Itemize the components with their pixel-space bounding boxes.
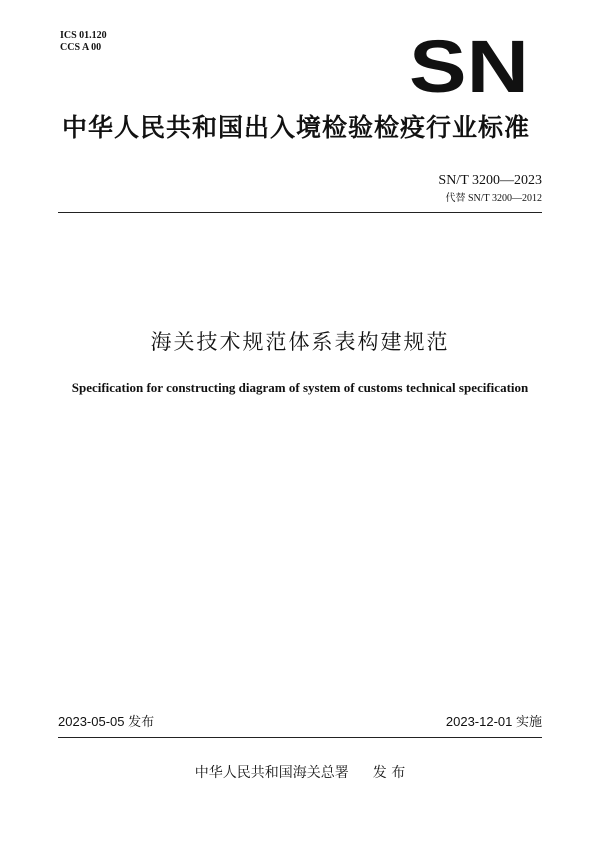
sn-logo-text: SN (409, 36, 529, 96)
issue-date: 2023-05-05 发布 (58, 714, 155, 729)
standard-title-english: Specification for constructing diagram of system of customs technical specification (71, 380, 529, 395)
publish-label: 发 布 (372, 765, 406, 781)
ccs-code: CCS A 00 (60, 42, 102, 53)
standard-category-title: 中华人民共和国出入境检验检疫行业标准 (62, 113, 531, 142)
footer-divider (58, 737, 542, 738)
implementation-date: 2023-12-01 实施 (445, 714, 542, 729)
header-divider (58, 212, 542, 213)
standard-number: SN/T 3200—2023 (438, 173, 542, 188)
issuing-authority: 中华人民共和国海关总署 (194, 765, 349, 781)
classification-codes (60, 30, 107, 54)
standard-title-chinese: 海关技术规范体系表构建规范 (150, 330, 450, 354)
ics-code: ICS 01.120 (60, 30, 107, 41)
issuer-line (0, 764, 600, 782)
replaces-standard: 代替 SN/T 3200—2012 (445, 193, 542, 204)
sn-logo (408, 36, 530, 96)
